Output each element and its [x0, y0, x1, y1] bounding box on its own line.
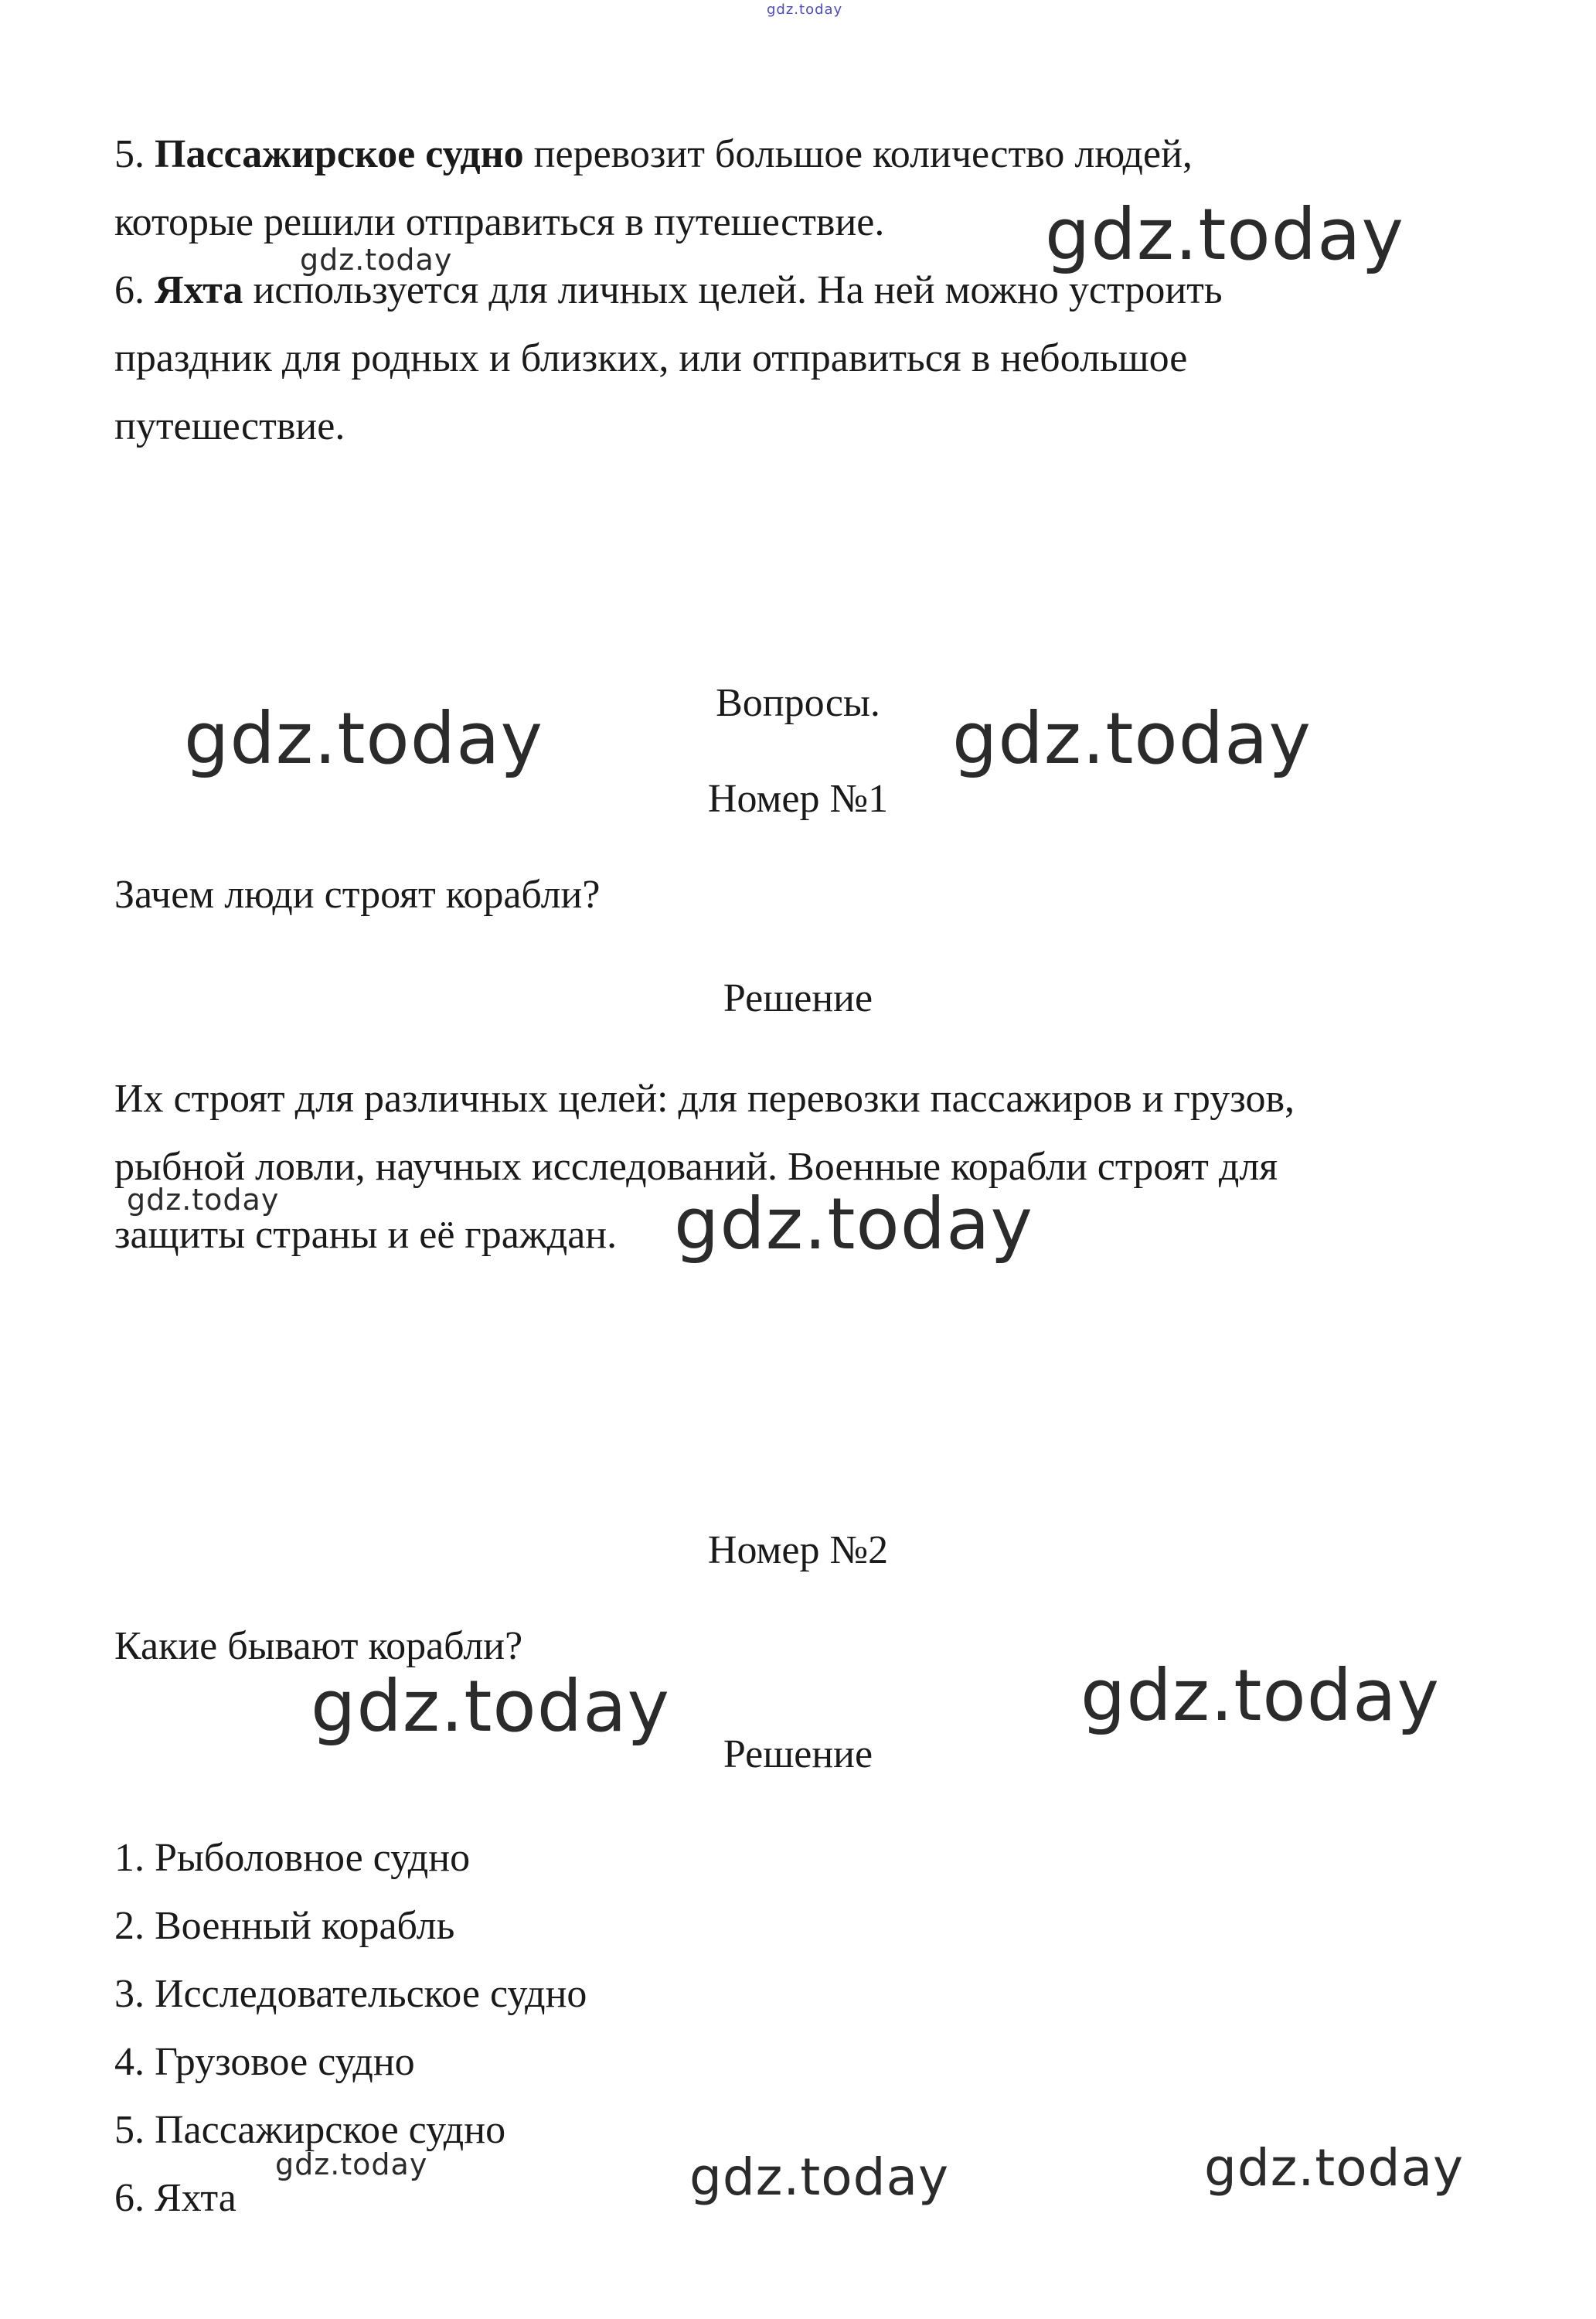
q1-answer: Их строят для различных целей: для перевозки пассажиров и грузов, рыбной ловли, научных исследований. Военные корабли строят для защиты страны и её граждан. — [114, 1077, 1295, 1257]
watermark-large: gdz.today — [1204, 2138, 1465, 2198]
watermark-large: gdz.today — [689, 2147, 950, 2207]
intro-item-6-term: Яхта — [155, 268, 243, 312]
questions-heading: Вопросы. — [716, 681, 880, 725]
watermark-small: gdz.today — [300, 243, 453, 277]
watermark-small: gdz.today — [275, 2147, 428, 2181]
list-item: 1. Рыболовное судно — [114, 1836, 471, 1880]
q1-solution-label: Решение — [723, 976, 873, 1020]
list-item: 2. Военный корабль — [114, 1904, 455, 1948]
watermark-top: gdz.today — [767, 2, 843, 18]
q2-solution-label: Решение — [723, 1732, 873, 1776]
q1-question: Зачем люди строят корабли? — [114, 873, 601, 917]
list-item: 6. Яхта — [114, 2176, 237, 2220]
list-item: 3. Исследовательское судно — [114, 1972, 587, 2016]
watermark-large: gdz.today — [184, 697, 543, 780]
intro-item-6: 6. Яхта используется для личных целей. На ней можно устроить праздник для родных и близких, или отправиться в небольшое путешествие. — [114, 268, 1223, 448]
watermark-large: gdz.today — [1080, 1654, 1440, 1737]
list-item: 4. Грузовое судно — [114, 2040, 415, 2084]
watermark-small: gdz.today — [127, 1183, 280, 1217]
watermark-large: gdz.today — [674, 1183, 1033, 1265]
q2-question: Какие бывают корабли? — [114, 1624, 523, 1668]
intro-list — [114, 121, 1490, 461]
watermark-large: gdz.today — [311, 1665, 670, 1748]
watermark-large: gdz.today — [952, 697, 1312, 780]
intro-item-5-term: Пассажирское судно — [155, 132, 524, 176]
intro-item-5: 5. Пассажирское судно перевозит большое количество людей, которые решили отправиться в путешествие. — [114, 132, 1193, 244]
list-item: 5. Пассажирское судно — [114, 2108, 506, 2152]
watermark-large: gdz.today — [1045, 193, 1404, 276]
q2-number: Номер №2 — [707, 1528, 889, 1572]
q1-number: Номер №1 — [707, 777, 889, 821]
